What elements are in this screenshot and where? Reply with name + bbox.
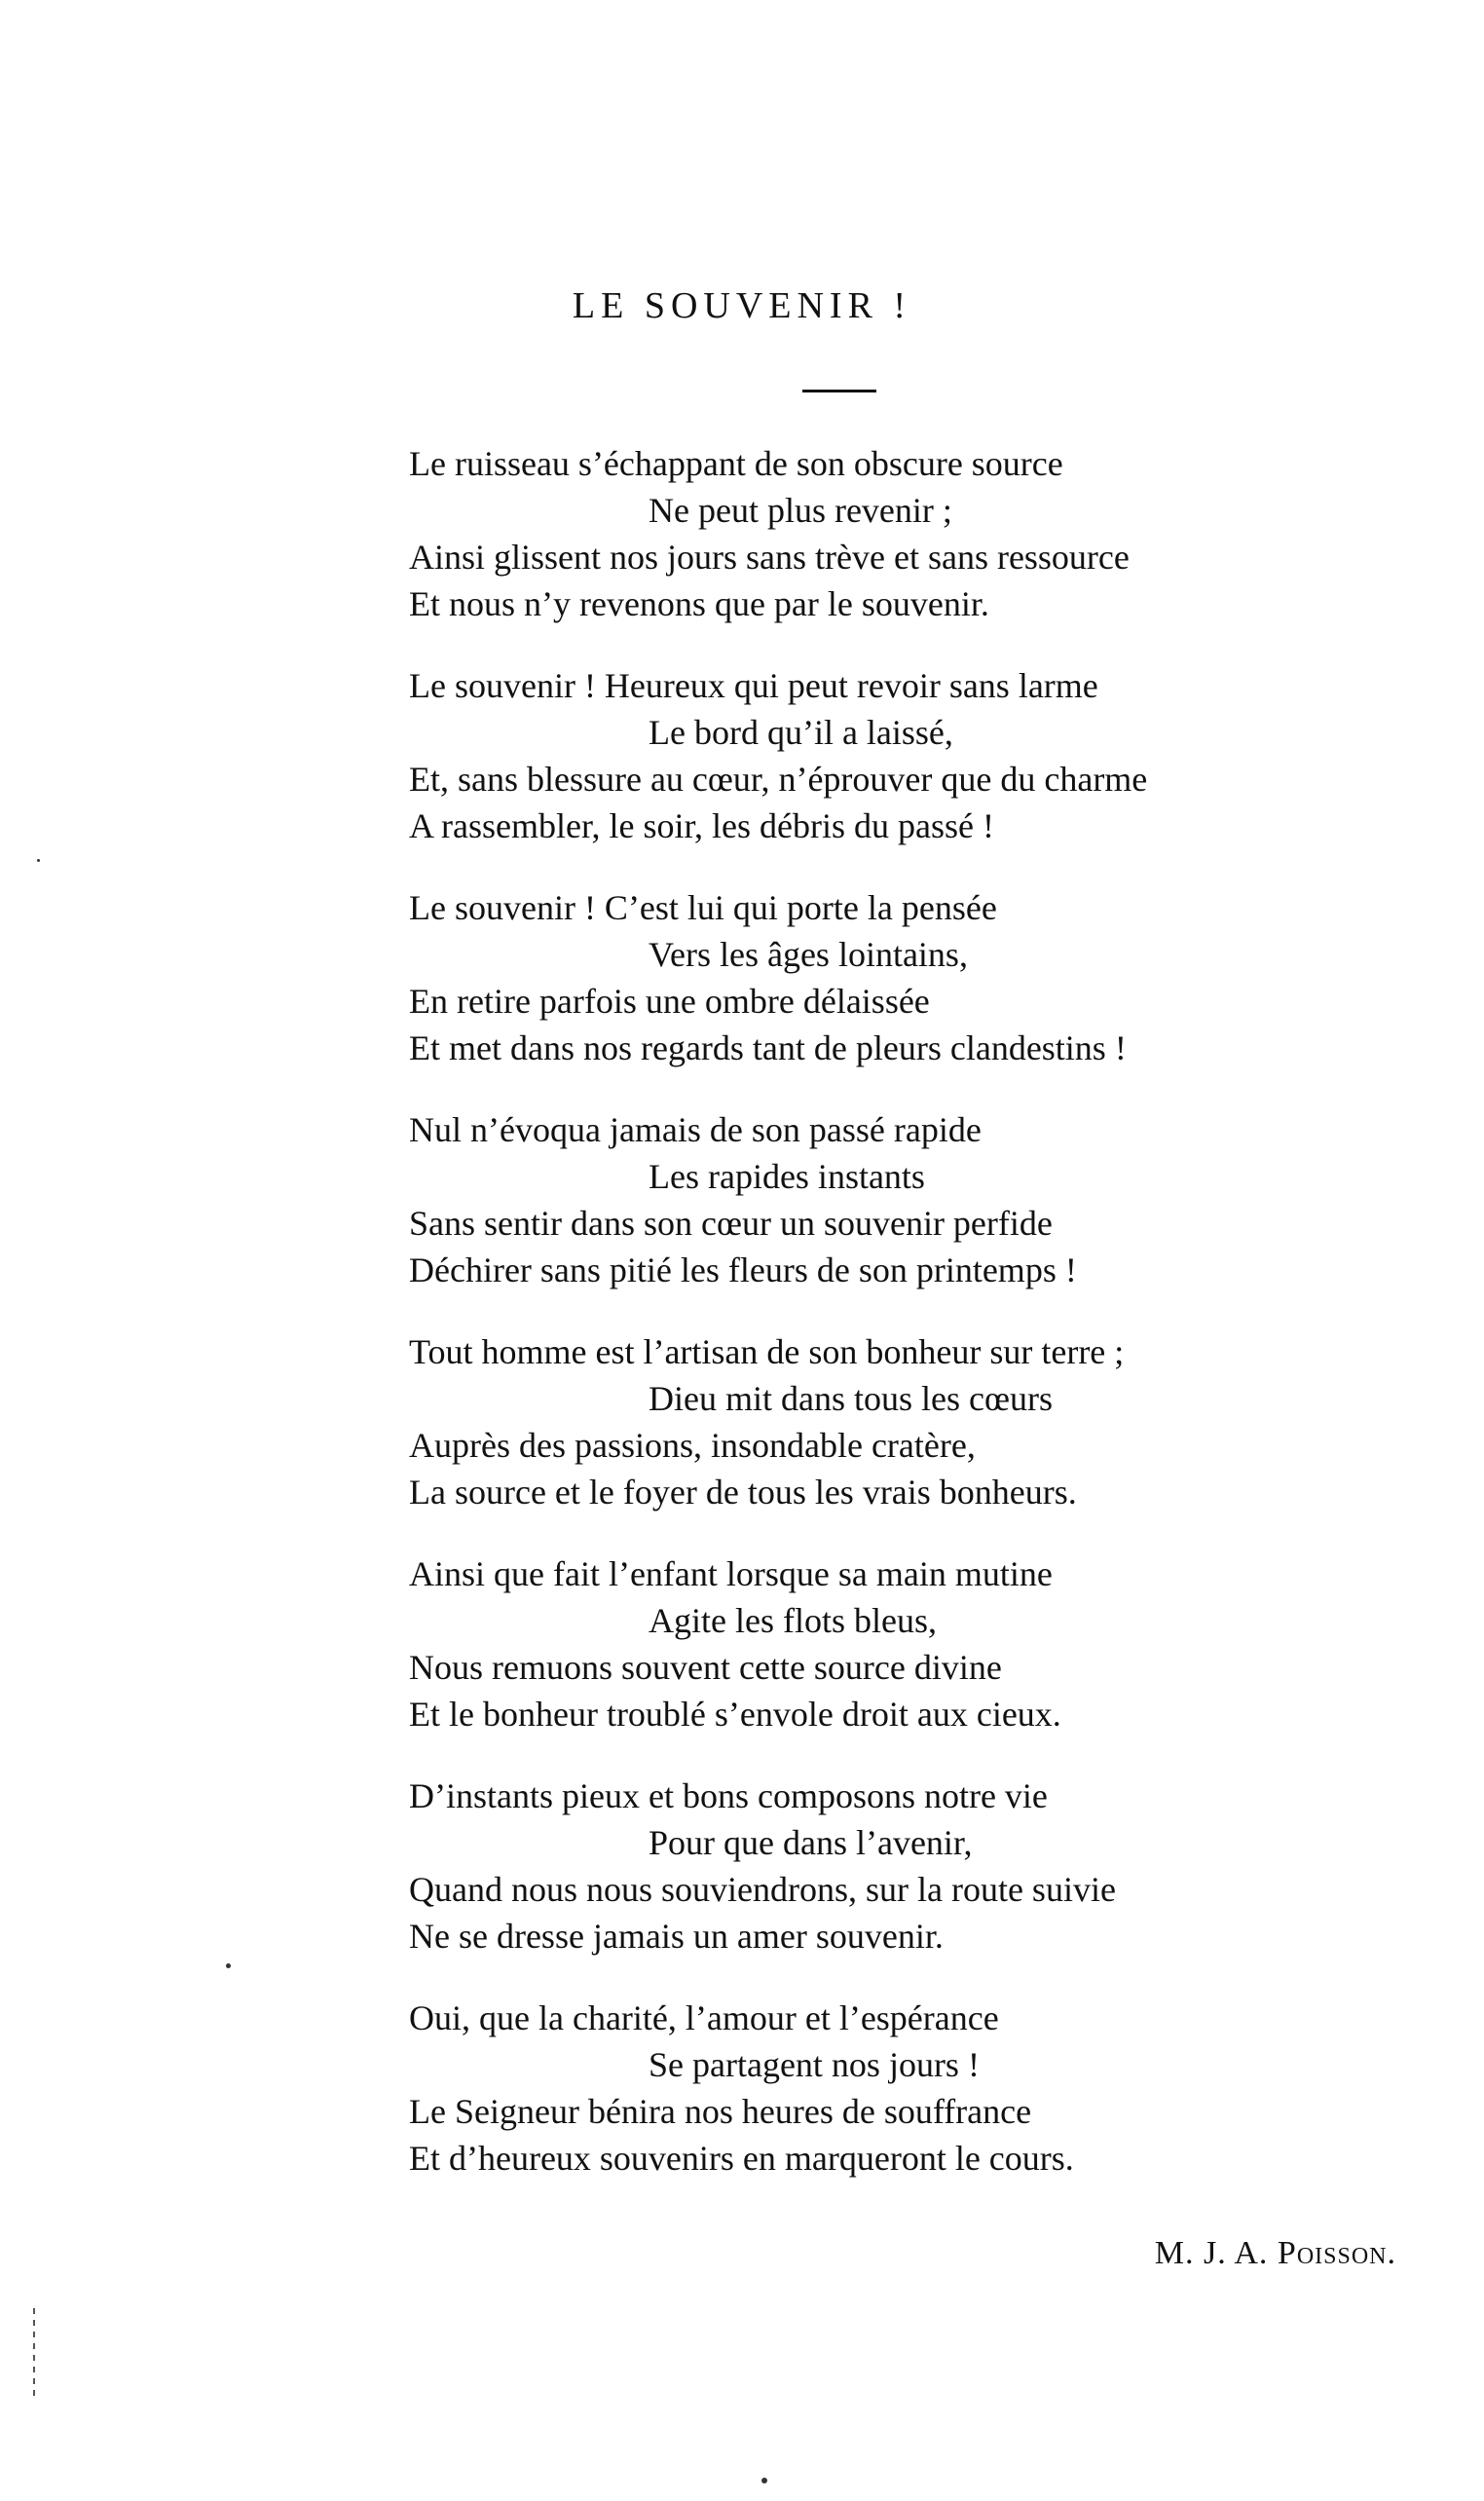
poem-line: Nous remuons souvent cette source divine bbox=[409, 1648, 1002, 1687]
poem-line: A rassembler, le soir, les débris du passé ! bbox=[409, 806, 994, 845]
poem-line: Et met dans nos regards tant de pleurs clandestins ! bbox=[409, 1028, 1127, 1067]
poem-line: Et, sans blessure au cœur, n’éprouver que du charme bbox=[409, 760, 1148, 799]
poem-line: Vers les âges lointains, bbox=[649, 935, 968, 974]
author-initials: M. J. A. bbox=[1154, 2235, 1278, 2271]
poem-line: Le Seigneur bénira nos heures de souffrance bbox=[409, 2092, 1032, 2131]
poem-stanza bbox=[409, 1773, 1383, 1960]
poem-line: Le ruisseau s’échappant de son obscure source bbox=[409, 444, 1063, 483]
author-signature bbox=[1155, 2235, 1396, 2272]
poem-line: Et le bonheur troublé s’envole droit aux cieux. bbox=[409, 1695, 1061, 1734]
poem-line: Sans sentir dans son cœur un souvenir perfide bbox=[409, 1204, 1053, 1243]
poem-title: LE SOUVENIR ! bbox=[572, 285, 912, 326]
poem-stanza bbox=[409, 662, 1383, 849]
poem-line: Le bord qu’il a laissé, bbox=[649, 713, 953, 752]
poem-line: Dieu mit dans tous les cœurs bbox=[649, 1379, 1053, 1418]
scan-edge-mark bbox=[33, 2308, 35, 2396]
poem-line: Oui, que la charité, l’amour et l’espérance bbox=[409, 1998, 999, 2037]
poem-stanza bbox=[409, 884, 1383, 1071]
poem-line: Se partagent nos jours ! bbox=[649, 2045, 980, 2084]
poem-line: Nul n’évoqua jamais de son passé rapide bbox=[409, 1110, 982, 1149]
poem-line: Ne peut plus revenir ; bbox=[649, 491, 952, 530]
poem-stanza bbox=[409, 1106, 1383, 1293]
poem-line: Ainsi glissent nos jours sans trève et sans ressource bbox=[409, 538, 1130, 577]
poem-line: Ainsi que fait l’enfant lorsque sa main mutine bbox=[409, 1554, 1053, 1593]
poem-stanza bbox=[409, 440, 1383, 627]
scan-speck bbox=[226, 1963, 231, 1968]
poem-line: Et d’heureux souvenirs en marqueront le cours. bbox=[409, 2139, 1074, 2178]
poem-line: Déchirer sans pitié les fleurs de son printemps ! bbox=[409, 1250, 1077, 1289]
title-rule bbox=[802, 390, 876, 392]
poem-line: Auprès des passions, insondable cratère, bbox=[409, 1426, 976, 1465]
poem-line: Quand nous nous souviendrons, sur la route suivie bbox=[409, 1870, 1116, 1909]
poem-line: La source et le foyer de tous les vrais bonheurs. bbox=[409, 1473, 1077, 1512]
poem-line: D’instants pieux et bons composons notre vie bbox=[409, 1776, 1048, 1815]
poem-line: Pour que dans l’avenir, bbox=[649, 1823, 973, 1862]
scan-speck bbox=[37, 859, 40, 862]
poem-stanza bbox=[409, 1995, 1383, 2182]
scan-speck bbox=[761, 2478, 767, 2483]
poem-stanza bbox=[409, 1550, 1383, 1737]
poem-line: Le souvenir ! Heureux qui peut revoir sans larme bbox=[409, 666, 1098, 705]
poem-line: Ne se dresse jamais un amer souvenir. bbox=[409, 1917, 944, 1956]
poem-line: Les rapides instants bbox=[649, 1157, 925, 1196]
author-surname: Poisson. bbox=[1277, 2235, 1396, 2271]
poem-line: Tout homme est l’artisan de son bonheur sur terre ; bbox=[409, 1332, 1125, 1371]
poem-body bbox=[409, 440, 1383, 2217]
poem-line: Et nous n’y revenons que par le souvenir. bbox=[409, 584, 989, 623]
poem-line: En retire parfois une ombre délaissée bbox=[409, 982, 930, 1021]
poem-line: Le souvenir ! C’est lui qui porte la pensée bbox=[409, 888, 997, 927]
poem-line: Agite les flots bleus, bbox=[649, 1601, 937, 1640]
poem-stanza bbox=[409, 1328, 1383, 1515]
